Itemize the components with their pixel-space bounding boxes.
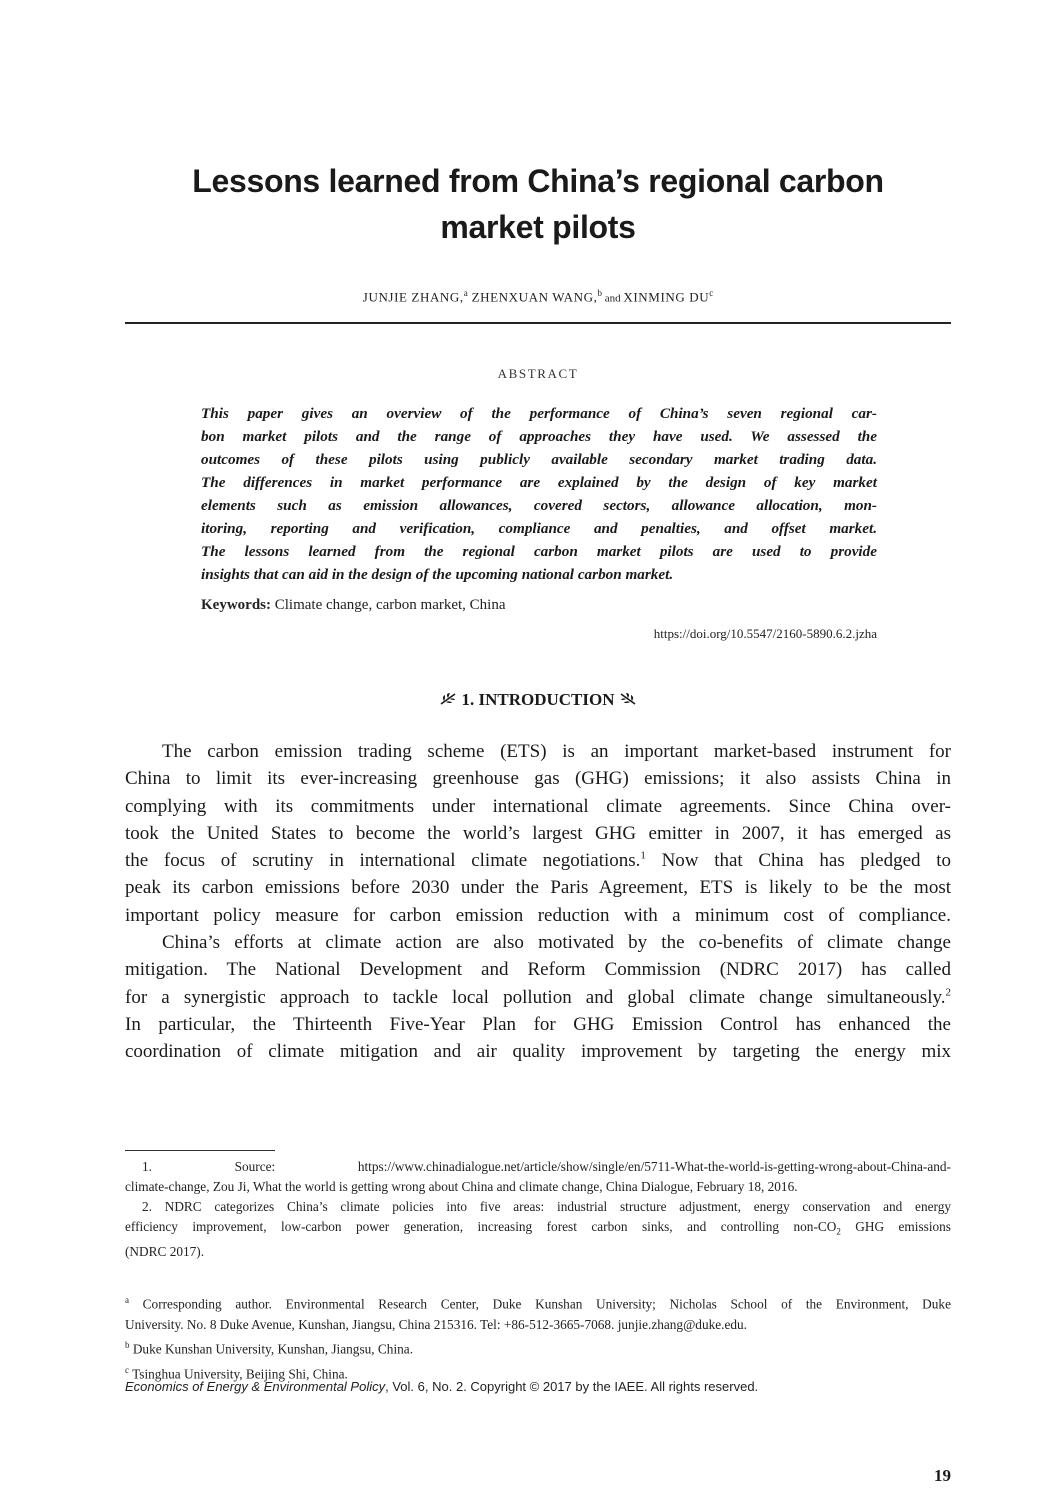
body-text: the focus of scrutiny in international climate negotiations. bbox=[125, 850, 641, 872]
abstract-line: This paper gives an overview of the performance of China’s seven regional car- bbox=[201, 405, 877, 422]
page-number: 19 bbox=[934, 1466, 951, 1485]
doi-link[interactable]: https://doi.org/10.5547/2160-5890.6.2.jzha bbox=[653, 626, 877, 641]
author-1: JUNJIE ZHANG, bbox=[362, 289, 464, 305]
body-line bbox=[125, 847, 951, 874]
affiliation-b-line bbox=[125, 1335, 951, 1360]
footnote-divider bbox=[125, 1150, 275, 1151]
body-line: The carbon emission trading scheme (ETS) is an important market-based instrument for bbox=[162, 741, 951, 762]
journal-details: , Vol. 6, No. 2. Copyright © 2017 by the IAEE. All rights reserved. bbox=[385, 1379, 759, 1394]
abstract-line: bon market pilots and the range of approaches they have used. We assessed the bbox=[201, 428, 877, 445]
affiliation-text: Corresponding author. Environmental Research Center, Duke Kunshan University; Nicholas School of the Environment, Duke bbox=[129, 1296, 951, 1312]
body-line: took the United States to become the world’s largest GHG emitter in 2007, it has emerged as bbox=[125, 822, 951, 844]
footnote-2-line: 2. NDRC categorizes China’s climate policies into five areas: industrial structure adjustment, energy conservation and energy bbox=[142, 1199, 951, 1214]
body-text: for a synergistic approach to tackle local pollution and global climate change simultaneously. bbox=[125, 986, 946, 1008]
abstract-body bbox=[201, 402, 877, 586]
body-line bbox=[125, 984, 951, 1011]
body-line: mitigation. The National Development and Reform Commission (NDRC 2017) has called bbox=[125, 959, 951, 981]
affiliation-mark: c bbox=[125, 1365, 129, 1376]
author-3-affil-mark: c bbox=[709, 288, 714, 298]
author-2-affil-mark: b bbox=[597, 288, 602, 298]
body-line: coordination of climate mitigation and air quality improvement by targeting the energy mix bbox=[125, 1041, 951, 1063]
author-3: XINMING DU bbox=[623, 289, 710, 305]
footnote-1-line: 1. Source: https://www.chinadialogue.net/article/show/single/en/5711-What-the-world-is-getting-wrong-about-China-and- bbox=[142, 1159, 951, 1174]
fleuron-left-icon bbox=[439, 692, 457, 706]
affiliation-text: Tsinghua University, Beijing Shi, China. bbox=[129, 1366, 348, 1382]
abstract-line: itoring, reporting and verification, compliance and penalties, and offset market. bbox=[201, 520, 877, 537]
footnote-subscript: 2 bbox=[836, 1226, 841, 1237]
section-heading-text: 1. INTRODUCTION bbox=[461, 690, 615, 709]
author-1-affil-mark: a bbox=[463, 288, 468, 298]
keywords bbox=[201, 597, 506, 614]
body-line: peak its carbon emissions before 2030 under the Paris Agreement, ETS is likely to be the most bbox=[125, 877, 951, 899]
author-list bbox=[125, 288, 951, 305]
abstract-line: outcomes of these pilots using publicly available secondary market trading data. bbox=[201, 451, 877, 468]
body-text: Now that China has pledged to bbox=[645, 850, 951, 872]
abstract-line: The differences in market performance are explained by the design of key market bbox=[201, 474, 877, 491]
footnote-2-line: (NDRC 2017). bbox=[125, 1243, 205, 1259]
footnotes bbox=[125, 1157, 951, 1262]
footnote-text: efficiency improvement, low-carbon power generation, increasing forest carbon sinks, and controlling non-CO bbox=[125, 1219, 837, 1234]
body-line: China to limit its ever-increasing greenhouse gas (GHG) emissions; it also assists China in bbox=[125, 768, 951, 790]
affiliations bbox=[125, 1290, 951, 1385]
paper-title bbox=[125, 158, 951, 250]
affiliation-mark: b bbox=[125, 1340, 130, 1351]
body-line: complying with its commitments under international climate agreements. Since China over- bbox=[125, 795, 951, 817]
affiliation-a-line bbox=[125, 1290, 951, 1315]
keywords-label: Keywords: bbox=[201, 597, 271, 613]
title-line-2: market pilots bbox=[440, 209, 636, 245]
author-2: ZHENXUAN WANG, bbox=[467, 289, 598, 305]
affiliation-mark: a bbox=[125, 1295, 129, 1305]
fleuron-right-icon bbox=[619, 692, 637, 706]
keywords-value: Climate change, carbon market, China bbox=[271, 597, 506, 613]
title-line-1: Lessons learned from China’s regional carbon bbox=[192, 163, 884, 199]
author-conjunction: and bbox=[602, 292, 624, 305]
footnote-text: GHG emissions bbox=[840, 1219, 951, 1234]
body-line: important policy measure for carbon emission reduction with a minimum cost of compliance. bbox=[125, 904, 951, 926]
body-line: China’s efforts at climate action are also motivated by the co-benefits of climate change bbox=[162, 932, 951, 954]
body-line: In particular, the Thirteenth Five-Year Plan for GHG Emission Control has enhanced the bbox=[125, 1013, 951, 1035]
footnote-1-line: climate-change, Zou Ji, What the world is getting wrong about China and climate change, China Dialogue, February 18, 2016. bbox=[125, 1179, 798, 1194]
introduction-body bbox=[125, 738, 951, 1066]
footnote-2-line bbox=[125, 1217, 951, 1242]
abstract-heading: ABSTRACT bbox=[497, 366, 579, 381]
journal-citation bbox=[125, 1379, 758, 1394]
abstract-line: insights that can aid in the design of the upcoming national carbon market. bbox=[201, 566, 674, 583]
abstract-line: The lessons learned from the regional carbon market pilots are used to provide bbox=[201, 543, 877, 560]
header-divider bbox=[125, 322, 951, 324]
affiliation-text: Duke Kunshan University, Kunshan, Jiangsu, China. bbox=[129, 1341, 414, 1357]
journal-name: Economics of Energy & Environmental Policy bbox=[125, 1379, 386, 1394]
section-heading-introduction bbox=[125, 690, 951, 710]
affiliation-a-line: University. No. 8 Duke Avenue, Kunshan, Jiangsu, China 215316. Tel: +86-512-3665-7068. junjie.zhang@duke.edu. bbox=[125, 1316, 748, 1332]
abstract-line: elements such as emission allowances, covered sectors, allowance allocation, mon- bbox=[201, 497, 877, 514]
footnote-ref-1[interactable]: 1 bbox=[640, 849, 646, 862]
footnote-ref-2[interactable]: 2 bbox=[945, 986, 951, 999]
